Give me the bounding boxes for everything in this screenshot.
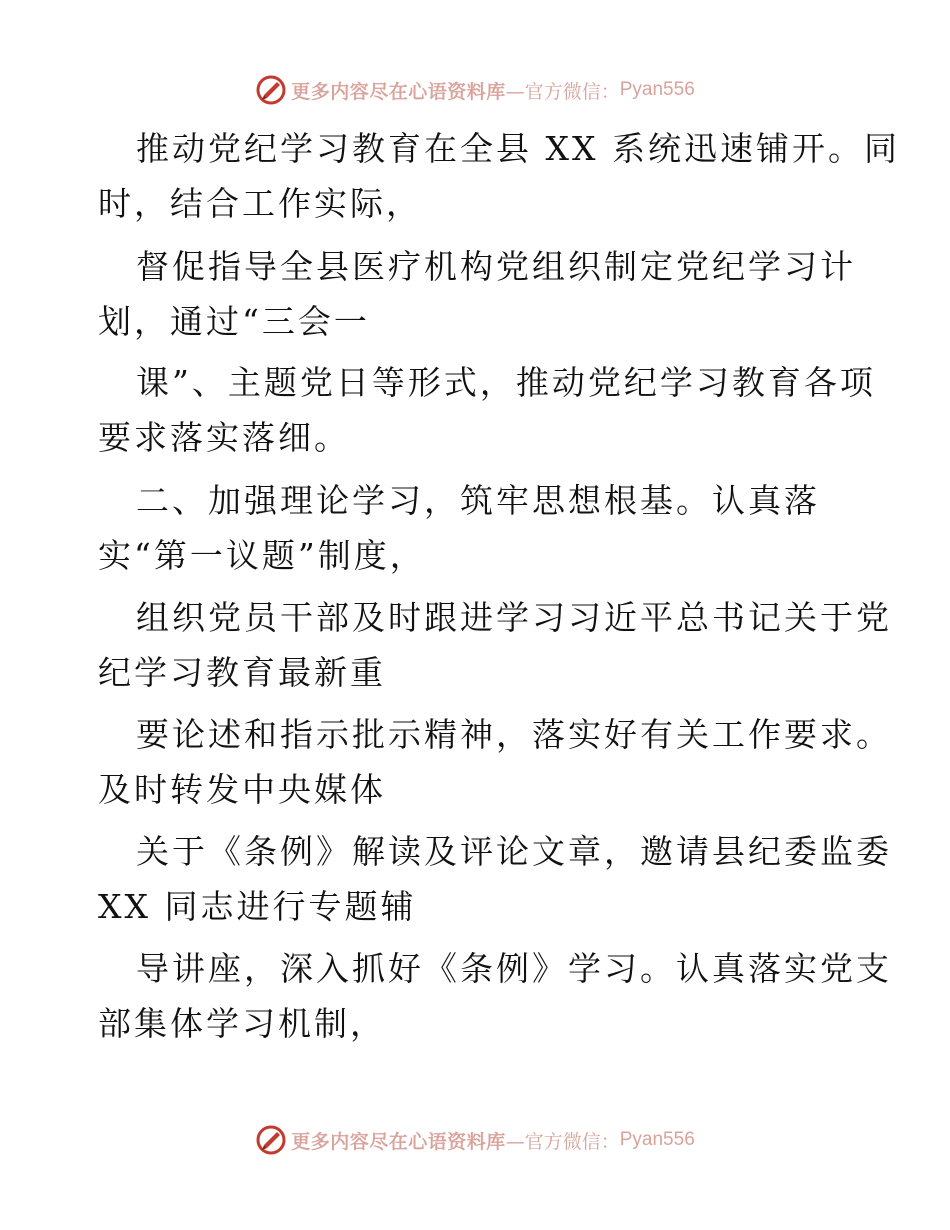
watermark-sub: —官方微信：: [505, 1130, 620, 1153]
watermark-text: 更多内容尽在心语资料库: [291, 80, 506, 103]
text-line: 二、加强理论学习，筑牢思想根基。认真落: [136, 481, 820, 520]
footer-watermark: [0, 1120, 950, 1160]
text-line: 时，结合工作实际，: [98, 184, 422, 223]
text-line: 课”、主题党日等形式，推动党纪学习教育各项: [136, 363, 876, 402]
text-line: 纪学习教育最新重: [98, 653, 386, 692]
text-line: 部集体学习机制，: [98, 1004, 386, 1043]
text-line: 划，通过“三会一: [98, 302, 370, 341]
watermark-id: Pyan556: [619, 79, 695, 100]
text-line: 及时转发中央媒体: [98, 770, 386, 809]
text-line: 实“第一议题”制度，: [98, 536, 426, 575]
watermark-text: 更多内容尽在心语资料库: [291, 1130, 506, 1153]
header-watermark: [0, 70, 950, 110]
text-line: 要论述和指示批示精神，落实好有关工作要求。: [136, 715, 892, 754]
text-line: 督促指导全县医疗机构党组织制定党纪学习计: [136, 247, 856, 286]
brand-logo-icon: [255, 74, 287, 106]
text-line: 要求落实落细。: [98, 418, 350, 457]
text-line: 关于《条例》解读及评论文章，邀请县纪委监委: [136, 832, 892, 871]
text-line: XX 同志进行专题辅: [98, 887, 417, 926]
watermark-sub: —官方微信：: [505, 80, 620, 103]
text-line: 导讲座，深入抓好《条例》学习。认真落实党支: [136, 949, 892, 988]
text-line: 组织党员干部及时跟进学习习近平总书记关于党: [136, 598, 892, 637]
text-line: 推动党纪学习教育在全县 XX 系统迅速铺开。同: [136, 129, 900, 168]
watermark-id: Pyan556: [619, 1129, 695, 1150]
brand-logo-icon: [255, 1124, 287, 1156]
